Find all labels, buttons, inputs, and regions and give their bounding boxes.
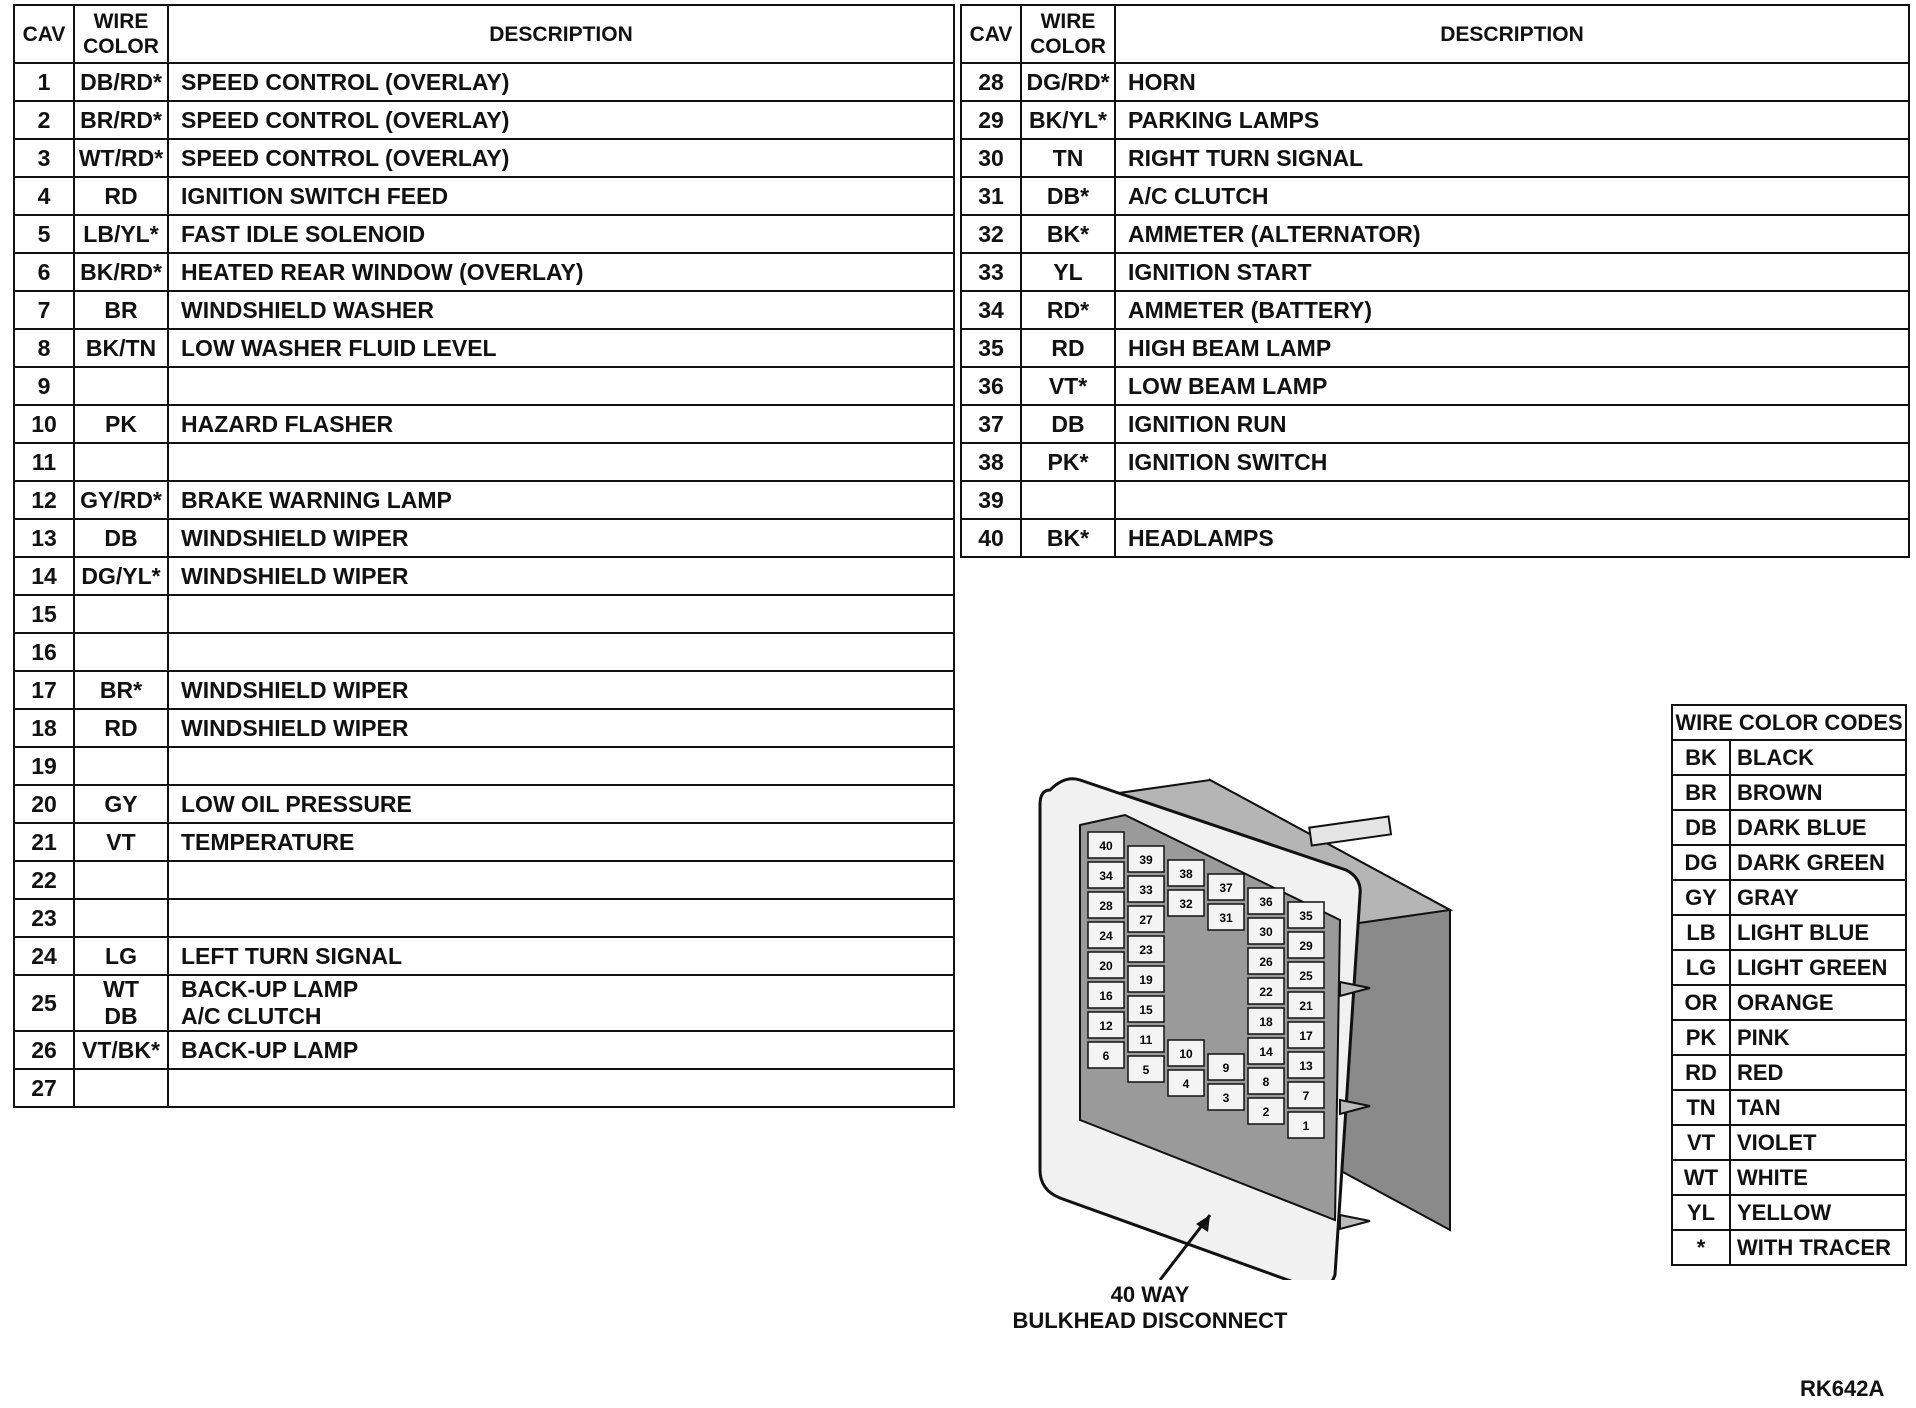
circuit-description: LOW OIL PRESSURE — [168, 785, 954, 823]
wire-color: DB* — [1021, 177, 1115, 215]
cav-header: CAV — [961, 5, 1021, 63]
cavity-number: 12 — [14, 481, 74, 519]
table-row — [14, 633, 954, 671]
legend-row — [1672, 880, 1906, 915]
wire-color: BR* — [74, 671, 168, 709]
legend-row — [1672, 915, 1906, 950]
circuit-description: IGNITION SWITCH — [1115, 443, 1909, 481]
cavity-label: 19 — [1139, 973, 1153, 987]
cavity-label: 38 — [1179, 867, 1193, 881]
legend-row — [1672, 1020, 1906, 1055]
color-name: WHITE — [1730, 1160, 1906, 1195]
cavity-number: 24 — [14, 937, 74, 975]
legend-row — [1672, 950, 1906, 985]
table-row — [14, 975, 954, 1031]
connector-clip — [1309, 817, 1391, 846]
color-code: TN — [1672, 1090, 1730, 1125]
wire-color: DG/YL* — [74, 557, 168, 595]
circuit-description: IGNITION START — [1115, 253, 1909, 291]
cavity-label: 10 — [1179, 1047, 1193, 1061]
cavity-number: 2 — [14, 101, 74, 139]
cavity-label: 31 — [1219, 911, 1233, 925]
cavity-label: 28 — [1099, 899, 1113, 913]
legend-row — [1672, 845, 1906, 880]
wire-color: YL — [1021, 253, 1115, 291]
color-name: BLACK — [1730, 740, 1906, 775]
cavity-number: 25 — [14, 975, 74, 1031]
wire-color: DG/RD* — [1021, 63, 1115, 101]
wire-color-header: WIRE COLOR — [1021, 5, 1115, 63]
cavity-label: 26 — [1259, 955, 1273, 969]
color-name: RED — [1730, 1055, 1906, 1090]
table-row — [961, 443, 1909, 481]
color-name: LIGHT GREEN — [1730, 950, 1906, 985]
wire-color: RD* — [1021, 291, 1115, 329]
cavity-number: 13 — [14, 519, 74, 557]
cavity-number: 3 — [14, 139, 74, 177]
cavity-label: 3 — [1222, 1091, 1230, 1105]
table-row — [14, 861, 954, 899]
wire-color: PK — [74, 405, 168, 443]
table-row — [14, 519, 954, 557]
cavity-label: 7 — [1302, 1089, 1310, 1103]
circuit-description: RIGHT TURN SIGNAL — [1115, 139, 1909, 177]
wire-color — [74, 633, 168, 671]
cavity-label: 15 — [1139, 1003, 1153, 1017]
cavity-label: 37 — [1219, 881, 1233, 895]
circuit-description — [168, 367, 954, 405]
wire-color-header: WIRE COLOR — [74, 5, 168, 63]
cavity-number: 4 — [14, 177, 74, 215]
legend-row — [1672, 1090, 1906, 1125]
cavity-number: 26 — [14, 1031, 74, 1069]
cavity-label: 40 — [1099, 839, 1113, 853]
cavity-label: 16 — [1099, 989, 1113, 1003]
circuit-description: WINDSHIELD WIPER — [168, 671, 954, 709]
color-code: DG — [1672, 845, 1730, 880]
color-code: * — [1672, 1230, 1730, 1265]
cavity-label: 5 — [1142, 1063, 1150, 1077]
cavity-number: 30 — [961, 139, 1021, 177]
cavity-label: 4 — [1182, 1077, 1190, 1091]
cavity-number: 22 — [14, 861, 74, 899]
table-row — [961, 291, 1909, 329]
circuit-description: BRAKE WARNING LAMP — [168, 481, 954, 519]
cavity-number: 29 — [961, 101, 1021, 139]
circuit-description: BACK-UP LAMP — [168, 1031, 954, 1069]
table-row — [14, 215, 954, 253]
color-code: LB — [1672, 915, 1730, 950]
cavity-number: 37 — [961, 405, 1021, 443]
cavity-label: 30 — [1259, 925, 1273, 939]
table-row — [961, 215, 1909, 253]
color-code: OR — [1672, 985, 1730, 1020]
bulkhead-connector-diagram — [1010, 760, 1470, 1280]
circuit-description: SPEED CONTROL (OVERLAY) — [168, 139, 954, 177]
cavity-number: 10 — [14, 405, 74, 443]
cavity-label: 24 — [1099, 929, 1113, 943]
color-code: LG — [1672, 950, 1730, 985]
table-row — [14, 557, 954, 595]
cavity-number: 9 — [14, 367, 74, 405]
circuit-description: AMMETER (BATTERY) — [1115, 291, 1909, 329]
circuit-description: LOW WASHER FLUID LEVEL — [168, 329, 954, 367]
cavity-label: 14 — [1259, 1045, 1273, 1059]
color-name: YELLOW — [1730, 1195, 1906, 1230]
cavity-number: 17 — [14, 671, 74, 709]
cavity-label: 6 — [1102, 1049, 1110, 1063]
wire-color: BK/TN — [74, 329, 168, 367]
wire-color-legend — [1671, 704, 1907, 1266]
description-header: DESCRIPTION — [168, 5, 954, 63]
cavity-label: 11 — [1139, 1033, 1153, 1047]
circuit-description: WINDSHIELD WIPER — [168, 519, 954, 557]
color-code: PK — [1672, 1020, 1730, 1055]
wire-color — [74, 443, 168, 481]
cavity-number: 21 — [14, 823, 74, 861]
table-row — [14, 329, 954, 367]
figure-caption — [1010, 1282, 1290, 1334]
cavity-label: 8 — [1262, 1075, 1270, 1089]
color-code: VT — [1672, 1125, 1730, 1160]
table-row — [961, 519, 1909, 557]
color-code: GY — [1672, 880, 1730, 915]
cavity-number: 18 — [14, 709, 74, 747]
color-name: PINK — [1730, 1020, 1906, 1055]
table-row — [14, 101, 954, 139]
circuit-description: PARKING LAMPS — [1115, 101, 1909, 139]
circuit-description — [168, 747, 954, 785]
wire-color: TN — [1021, 139, 1115, 177]
legend-row — [1672, 1195, 1906, 1230]
wire-color: BK* — [1021, 519, 1115, 557]
color-code: RD — [1672, 1055, 1730, 1090]
cavity-number: 28 — [961, 63, 1021, 101]
table-row — [14, 595, 954, 633]
caption-line-1: 40 WAY — [1110, 1282, 1190, 1307]
table-row — [14, 709, 954, 747]
wire-color — [74, 1069, 168, 1107]
cavity-number: 1 — [14, 63, 74, 101]
table-row — [14, 367, 954, 405]
wire-color: GY/RD* — [74, 481, 168, 519]
table-row — [14, 1031, 954, 1069]
cavity-label: 9 — [1222, 1061, 1230, 1075]
cavity-label: 35 — [1299, 909, 1313, 923]
wire-color: RD — [1021, 329, 1115, 367]
side-latch-icon — [1340, 1215, 1370, 1229]
cavity-number: 8 — [14, 329, 74, 367]
circuit-description: IGNITION SWITCH FEED — [168, 177, 954, 215]
cavity-number: 15 — [14, 595, 74, 633]
circuit-description: SPEED CONTROL (OVERLAY) — [168, 101, 954, 139]
left-wiring-table — [13, 4, 955, 1108]
cavity-label: 27 — [1139, 913, 1153, 927]
circuit-description: A/C CLUTCH — [1115, 177, 1909, 215]
cavity-number: 16 — [14, 633, 74, 671]
cavity-number: 38 — [961, 443, 1021, 481]
table-row — [14, 443, 954, 481]
color-name: LIGHT BLUE — [1730, 915, 1906, 950]
cavity-number: 36 — [961, 367, 1021, 405]
circuit-description: LEFT TURN SIGNAL — [168, 937, 954, 975]
wire-color: VT — [74, 823, 168, 861]
cavity-number: 14 — [14, 557, 74, 595]
circuit-description: LOW BEAM LAMP — [1115, 367, 1909, 405]
cavity-label: 34 — [1099, 869, 1113, 883]
table-row — [14, 177, 954, 215]
table-row — [14, 937, 954, 975]
cavity-label: 2 — [1262, 1105, 1270, 1119]
circuit-description — [168, 1069, 954, 1107]
wire-color: LB/YL* — [74, 215, 168, 253]
wire-color: RD — [74, 709, 168, 747]
wire-color — [74, 899, 168, 937]
color-code: DB — [1672, 810, 1730, 845]
table-row — [14, 1069, 954, 1107]
table-row — [961, 329, 1909, 367]
cavity-label: 13 — [1299, 1059, 1313, 1073]
cavity-number: 20 — [14, 785, 74, 823]
table-row — [14, 405, 954, 443]
cavity-number: 23 — [14, 899, 74, 937]
circuit-description: HEATED REAR WINDOW (OVERLAY) — [168, 253, 954, 291]
wire-color — [1021, 481, 1115, 519]
circuit-description: AMMETER (ALTERNATOR) — [1115, 215, 1909, 253]
color-name: BROWN — [1730, 775, 1906, 810]
cavity-number: 34 — [961, 291, 1021, 329]
wire-color — [74, 595, 168, 633]
color-code: BR — [1672, 775, 1730, 810]
color-name: VIOLET — [1730, 1125, 1906, 1160]
circuit-description: SPEED CONTROL (OVERLAY) — [168, 63, 954, 101]
cavity-number: 7 — [14, 291, 74, 329]
legend-row — [1672, 1160, 1906, 1195]
cavity-number: 19 — [14, 747, 74, 785]
table-row — [14, 63, 954, 101]
right-table-body — [961, 63, 1909, 557]
circuit-description: HAZARD FLASHER — [168, 405, 954, 443]
circuit-description — [1115, 481, 1909, 519]
cavity-label: 12 — [1099, 1019, 1113, 1033]
cavity-number: 32 — [961, 215, 1021, 253]
wire-color: BR/RD* — [74, 101, 168, 139]
color-name: WITH TRACER — [1730, 1230, 1906, 1265]
wire-color: DB/RD* — [74, 63, 168, 101]
legend-title: WIRE COLOR CODES — [1672, 705, 1906, 740]
cavity-number: 11 — [14, 443, 74, 481]
circuit-description: IGNITION RUN — [1115, 405, 1909, 443]
cavity-label: 39 — [1139, 853, 1153, 867]
wire-color: WT/RD* — [74, 139, 168, 177]
circuit-description: WINDSHIELD WIPER — [168, 557, 954, 595]
cavity-number: 5 — [14, 215, 74, 253]
cavity-label: 21 — [1299, 999, 1313, 1013]
wire-color: RD — [74, 177, 168, 215]
color-code: YL — [1672, 1195, 1730, 1230]
cavity-label: 18 — [1259, 1015, 1273, 1029]
table-row — [14, 671, 954, 709]
cavity-label: 32 — [1179, 897, 1193, 911]
color-code: WT — [1672, 1160, 1730, 1195]
table-row — [14, 785, 954, 823]
table-row — [961, 253, 1909, 291]
color-name: DARK GREEN — [1730, 845, 1906, 880]
circuit-description: HEADLAMPS — [1115, 519, 1909, 557]
wire-color: LG — [74, 937, 168, 975]
table-row — [961, 101, 1909, 139]
wire-color: BR — [74, 291, 168, 329]
circuit-description — [168, 443, 954, 481]
table-row — [14, 823, 954, 861]
table-row — [14, 899, 954, 937]
wire-color: VT/BK* — [74, 1031, 168, 1069]
table-row — [961, 481, 1909, 519]
table-row — [961, 177, 1909, 215]
legend-row — [1672, 985, 1906, 1020]
color-name: DARK BLUE — [1730, 810, 1906, 845]
cavity-label: 25 — [1299, 969, 1313, 983]
wire-color: BK/RD* — [74, 253, 168, 291]
left-table-body — [14, 63, 954, 1107]
cavity-label: 1 — [1302, 1119, 1310, 1133]
wire-color — [74, 861, 168, 899]
cavity-number: 27 — [14, 1069, 74, 1107]
cavity-label: 29 — [1299, 939, 1313, 953]
cavity-label: 20 — [1099, 959, 1113, 973]
wire-color: DB — [1021, 405, 1115, 443]
circuit-description: FAST IDLE SOLENOID — [168, 215, 954, 253]
legend-row — [1672, 1230, 1906, 1265]
table-row — [14, 747, 954, 785]
legend-row — [1672, 1125, 1906, 1160]
wire-color: PK* — [1021, 443, 1115, 481]
circuit-description — [168, 595, 954, 633]
cavity-number: 31 — [961, 177, 1021, 215]
legend-row — [1672, 740, 1906, 775]
wire-color: GY — [74, 785, 168, 823]
legend-row — [1672, 810, 1906, 845]
cavity-label: 33 — [1139, 883, 1153, 897]
cavity-number: 40 — [961, 519, 1021, 557]
wire-color: BK* — [1021, 215, 1115, 253]
table-row — [961, 63, 1909, 101]
right-wiring-table — [960, 4, 1910, 558]
wire-color: WT DB — [74, 975, 168, 1031]
legend-body — [1672, 740, 1906, 1265]
circuit-description — [168, 633, 954, 671]
table-row — [14, 291, 954, 329]
cav-header: CAV — [14, 5, 74, 63]
cavity-label: 23 — [1139, 943, 1153, 957]
legend-row — [1672, 1055, 1906, 1090]
cavity-label: 17 — [1299, 1029, 1313, 1043]
circuit-description: BACK-UP LAMP A/C CLUTCH — [168, 975, 954, 1031]
legend-row — [1672, 775, 1906, 810]
wire-color — [74, 367, 168, 405]
cavity-label: 36 — [1259, 895, 1273, 909]
circuit-description: HIGH BEAM LAMP — [1115, 329, 1909, 367]
table-row — [14, 253, 954, 291]
reference-code: RK642A — [1800, 1376, 1885, 1401]
color-code: BK — [1672, 740, 1730, 775]
cavity-label: 22 — [1259, 985, 1273, 999]
table-row — [14, 139, 954, 177]
color-name: GRAY — [1730, 880, 1906, 915]
table-row — [961, 139, 1909, 177]
wire-color — [74, 747, 168, 785]
wire-color: DB — [74, 519, 168, 557]
table-row — [961, 405, 1909, 443]
table-row — [961, 367, 1909, 405]
cavity-number: 35 — [961, 329, 1021, 367]
wire-color: VT* — [1021, 367, 1115, 405]
description-header: DESCRIPTION — [1115, 5, 1909, 63]
circuit-description: HORN — [1115, 63, 1909, 101]
table-row — [14, 481, 954, 519]
color-name: TAN — [1730, 1090, 1906, 1125]
caption-line-2: BULKHEAD DISCONNECT — [1012, 1308, 1288, 1333]
circuit-description: TEMPERATURE — [168, 823, 954, 861]
circuit-description: WINDSHIELD WIPER — [168, 709, 954, 747]
circuit-description — [168, 899, 954, 937]
cavity-number: 39 — [961, 481, 1021, 519]
circuit-description — [168, 861, 954, 899]
color-name: ORANGE — [1730, 985, 1906, 1020]
circuit-description: WINDSHIELD WASHER — [168, 291, 954, 329]
cavity-number: 33 — [961, 253, 1021, 291]
cavity-number: 6 — [14, 253, 74, 291]
wire-color: BK/YL* — [1021, 101, 1115, 139]
